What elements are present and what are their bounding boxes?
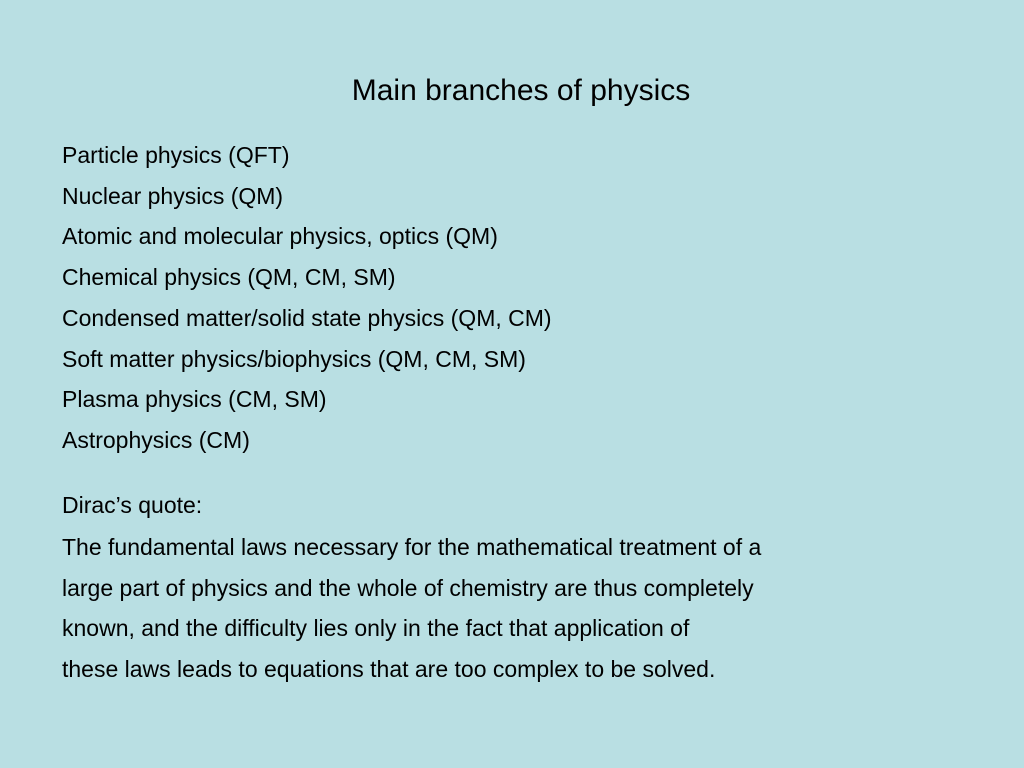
quote-label: Dirac’s quote: [62,492,203,518]
list-item: Atomic and molecular physics, optics (QM) [62,223,498,250]
list-item: Astrophysics (CM) [62,426,250,453]
quote-line: The fundamental laws necessary for the mathematical treatment of a [62,534,762,560]
quote-line: known, and the difficulty lies only in the fact that application of [62,615,690,642]
list-item: Soft matter physics/biophysics (QM, CM, SM) [62,345,526,372]
list-item: Plasma physics (CM, SM) [62,386,327,413]
list-item: Nuclear physics (QM) [62,182,284,209]
list-item: Condensed matter/solid state physics (QM, CM) [62,304,552,331]
list-item: Particle physics (QFT) [62,142,290,168]
list-item: Chemical physics (QM, CM, SM) [62,264,396,291]
quote-text [62,527,761,690]
quote-line: these laws leads to equations that are too complex to be solved. [62,656,716,683]
quote-line: large part of physics and the whole of chemistry are thus completely [62,574,754,601]
slide-title: Main branches of physics [351,74,691,107]
branches-list [62,135,552,461]
